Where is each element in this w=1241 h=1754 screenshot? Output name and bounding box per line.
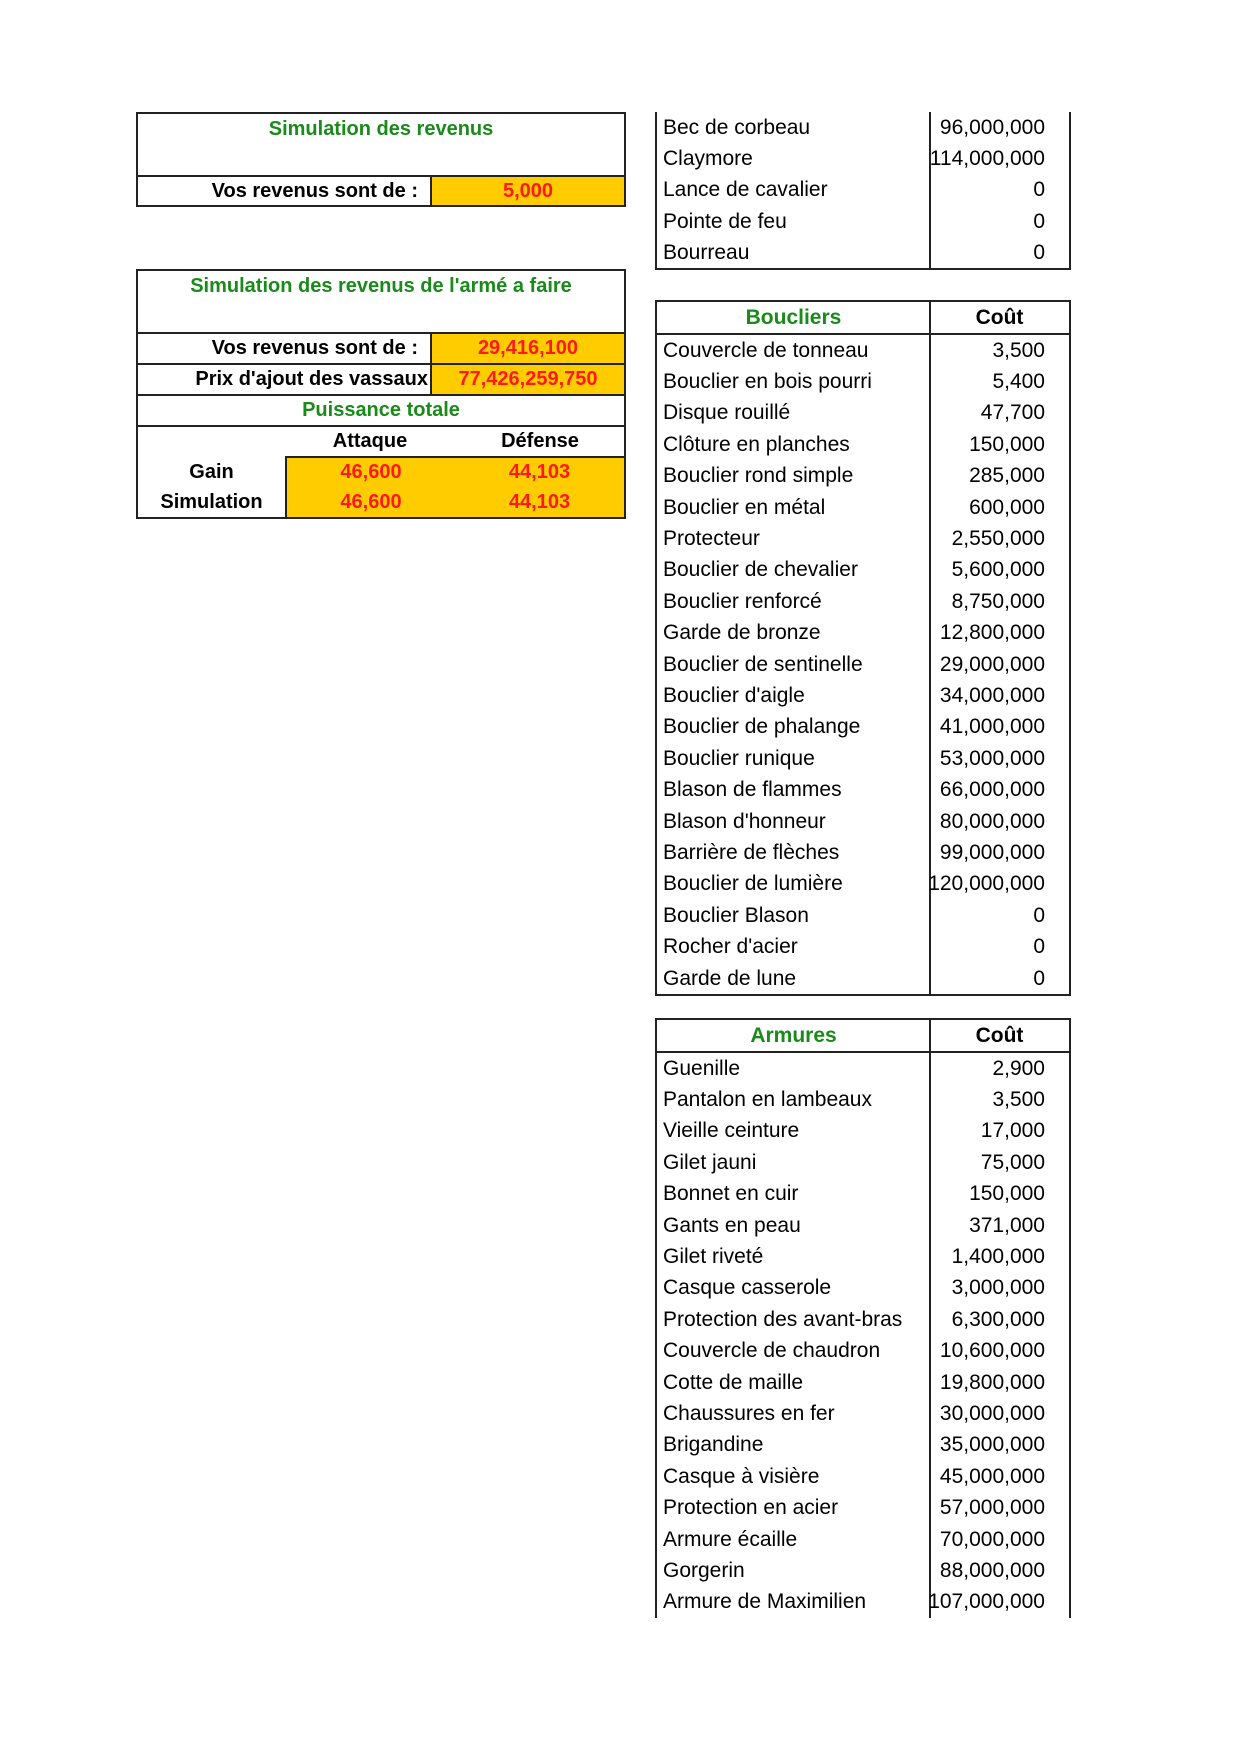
item-cost: 96,000,000 bbox=[939, 115, 1045, 139]
table-row bbox=[657, 586, 1069, 617]
table-row bbox=[657, 206, 1069, 237]
table-row bbox=[657, 1210, 1069, 1241]
cost-header: Coût bbox=[975, 1023, 1024, 1047]
item-cost: 107,000,000 bbox=[928, 1590, 1045, 1614]
item-cost: 0 bbox=[1033, 903, 1045, 927]
item-cost: 0 bbox=[1033, 241, 1045, 265]
boucliers-rows bbox=[657, 335, 1069, 994]
item-name: Bouclier en métal bbox=[663, 495, 826, 519]
table-row bbox=[657, 523, 1069, 554]
army-revenus-value-cell[interactable]: 29,416,100 bbox=[432, 334, 624, 363]
item-cost: 2,550,000 bbox=[951, 527, 1045, 551]
item-name: Barrière de flèches bbox=[663, 840, 840, 864]
defense-header: Défense bbox=[501, 430, 579, 452]
armures-title: Armures bbox=[750, 1023, 837, 1047]
item-name: Bouclier de sentinelle bbox=[663, 652, 863, 676]
armures-rows bbox=[657, 1053, 1069, 1618]
table-row bbox=[657, 649, 1069, 680]
item-cost: 66,000,000 bbox=[939, 778, 1045, 802]
item-name: Bec de corbeau bbox=[663, 115, 811, 139]
table-row bbox=[657, 743, 1069, 774]
item-name: Bouclier de lumière bbox=[663, 872, 843, 896]
table-row bbox=[657, 1367, 1069, 1398]
table-row bbox=[657, 143, 1069, 174]
revenus-simulation-title: Simulation des revenus bbox=[268, 117, 494, 140]
table-row bbox=[657, 1336, 1069, 1367]
table-row bbox=[657, 429, 1069, 460]
item-name: Pointe de feu bbox=[663, 209, 787, 233]
prix-vassaux-label: Prix d'ajout des vassaux bbox=[195, 368, 428, 390]
item-name: Rocher d'acier bbox=[663, 935, 798, 959]
item-cost: 5,600,000 bbox=[951, 558, 1045, 582]
armes-table-tail bbox=[655, 112, 1071, 270]
item-cost: 29,000,000 bbox=[939, 652, 1045, 676]
item-name: Bouclier d'aigle bbox=[663, 683, 805, 707]
item-name: Bouclier runique bbox=[663, 746, 815, 770]
item-name: Casque casserole bbox=[663, 1276, 832, 1300]
army-simulation-box bbox=[136, 269, 626, 519]
table-row bbox=[657, 112, 1069, 143]
item-name: Garde de lune bbox=[663, 966, 797, 990]
simulation-attaque-value[interactable]: 46,600 bbox=[340, 491, 402, 513]
item-cost: 600,000 bbox=[969, 495, 1045, 519]
item-name: Couvercle de chaudron bbox=[663, 1339, 881, 1363]
item-cost: 0 bbox=[1033, 935, 1045, 959]
table-row bbox=[657, 680, 1069, 711]
table-row bbox=[657, 774, 1069, 805]
gain-defense-value[interactable]: 44,103 bbox=[508, 461, 571, 483]
item-name: Bonnet en cuir bbox=[663, 1182, 799, 1206]
item-name: Claymore bbox=[663, 147, 753, 171]
item-cost: 1,400,000 bbox=[951, 1245, 1045, 1269]
table-row bbox=[657, 1555, 1069, 1586]
table-row bbox=[657, 900, 1069, 931]
item-name: Casque à visière bbox=[663, 1464, 820, 1488]
item-name: Chaussures en fer bbox=[663, 1401, 835, 1425]
army-simulation-title: Simulation des revenus de l'armé a faire bbox=[190, 274, 572, 297]
table-row bbox=[657, 555, 1069, 586]
item-name: Blason d'honneur bbox=[663, 809, 826, 833]
table-row bbox=[657, 1304, 1069, 1335]
item-name: Gorgerin bbox=[663, 1558, 745, 1582]
item-name: Bourreau bbox=[663, 241, 750, 265]
item-cost: 114,000,000 bbox=[929, 147, 1045, 171]
item-cost: 57,000,000 bbox=[939, 1496, 1045, 1520]
puissance-totale-title: Puissance totale bbox=[302, 399, 460, 421]
item-cost: 12,800,000 bbox=[939, 621, 1045, 645]
item-cost: 2,900 bbox=[992, 1056, 1045, 1080]
item-name: Couvercle de tonneau bbox=[663, 338, 869, 362]
item-cost: 10,600,000 bbox=[939, 1339, 1045, 1363]
table-row bbox=[657, 335, 1069, 366]
item-name: Armure écaille bbox=[663, 1527, 798, 1551]
item-cost: 3,500 bbox=[992, 1088, 1045, 1112]
army-revenus-label: Vos revenus sont de : bbox=[211, 337, 418, 359]
item-cost: 3,000,000 bbox=[951, 1276, 1045, 1300]
table-row bbox=[657, 712, 1069, 743]
item-cost: 45,000,000 bbox=[939, 1464, 1045, 1488]
item-name: Vieille ceinture bbox=[663, 1119, 800, 1143]
item-name: Blason de flammes bbox=[663, 778, 842, 802]
revenus-label: Vos revenus sont de : bbox=[211, 179, 418, 202]
table-row bbox=[657, 398, 1069, 429]
table-row bbox=[657, 1398, 1069, 1429]
item-cost: 41,000,000 bbox=[939, 715, 1045, 739]
item-name: Gilet jauni bbox=[663, 1150, 757, 1174]
table-row bbox=[657, 1587, 1069, 1618]
item-cost: 34,000,000 bbox=[939, 683, 1045, 707]
item-name: Protection en acier bbox=[663, 1496, 839, 1520]
table-row bbox=[657, 618, 1069, 649]
item-cost: 8,750,000 bbox=[951, 589, 1045, 613]
item-cost: 371,000 bbox=[969, 1213, 1045, 1237]
attaque-header: Attaque bbox=[332, 430, 408, 452]
table-row bbox=[657, 1053, 1069, 1084]
item-cost: 75,000 bbox=[980, 1150, 1045, 1174]
item-cost: 0 bbox=[1033, 209, 1045, 233]
item-name: Gilet riveté bbox=[663, 1245, 764, 1269]
item-cost: 0 bbox=[1033, 966, 1045, 990]
item-cost: 80,000,000 bbox=[939, 809, 1045, 833]
item-name: Protecteur bbox=[663, 527, 760, 551]
item-name: Cotte de maille bbox=[663, 1370, 804, 1394]
item-name: Bouclier renforcé bbox=[663, 589, 822, 613]
item-cost: 88,000,000 bbox=[939, 1558, 1045, 1582]
table-row bbox=[657, 963, 1069, 994]
gain-label: Gain bbox=[189, 461, 234, 483]
table-row bbox=[657, 1084, 1069, 1115]
gain-attaque-value[interactable]: 46,600 bbox=[340, 461, 402, 483]
item-name: Brigandine bbox=[663, 1433, 764, 1457]
item-cost: 6,300,000 bbox=[951, 1307, 1045, 1331]
item-name: Guenille bbox=[663, 1056, 741, 1080]
item-name: Bouclier Blason bbox=[663, 903, 809, 927]
item-name: Bouclier rond simple bbox=[663, 464, 854, 488]
armures-table bbox=[655, 1018, 1071, 1618]
item-name: Disque rouillé bbox=[663, 401, 791, 425]
table-row bbox=[657, 1147, 1069, 1178]
item-cost: 47,700 bbox=[980, 401, 1045, 425]
item-name: Bouclier de phalange bbox=[663, 715, 861, 739]
simulation-label: Simulation bbox=[160, 491, 263, 513]
revenus-simulation-box bbox=[136, 112, 626, 207]
item-cost: 19,800,000 bbox=[939, 1370, 1045, 1394]
simulation-defense-value[interactable]: 44,103 bbox=[508, 491, 571, 513]
item-cost: 3,500 bbox=[992, 338, 1045, 362]
table-row bbox=[657, 492, 1069, 523]
item-cost: 30,000,000 bbox=[939, 1401, 1045, 1425]
boucliers-table bbox=[655, 300, 1071, 996]
item-cost: 99,000,000 bbox=[939, 840, 1045, 864]
table-row bbox=[657, 1524, 1069, 1555]
item-cost: 70,000,000 bbox=[939, 1527, 1045, 1551]
table-row bbox=[657, 238, 1069, 269]
table-row bbox=[657, 1116, 1069, 1147]
table-header bbox=[657, 1020, 1069, 1053]
table-row bbox=[657, 461, 1069, 492]
item-name: Bouclier en bois pourri bbox=[663, 370, 872, 394]
item-name: Gants en peau bbox=[663, 1213, 801, 1237]
table-row bbox=[657, 1430, 1069, 1461]
item-cost: 5,400 bbox=[992, 370, 1045, 394]
table-header bbox=[657, 302, 1069, 335]
table-row bbox=[657, 1492, 1069, 1523]
table-row bbox=[657, 1179, 1069, 1210]
revenus-value-cell[interactable]: 5,000 bbox=[432, 177, 624, 205]
table-row bbox=[657, 837, 1069, 868]
table-row bbox=[657, 931, 1069, 962]
item-cost: 35,000,000 bbox=[939, 1433, 1045, 1457]
table-row bbox=[657, 869, 1069, 900]
item-name: Garde de bronze bbox=[663, 621, 821, 645]
item-name: Bouclier de chevalier bbox=[663, 558, 858, 582]
item-cost: 0 bbox=[1033, 178, 1045, 202]
item-name: Clôture en planches bbox=[663, 432, 850, 456]
cost-header: Coût bbox=[975, 305, 1024, 329]
item-name: Protection des avant-bras bbox=[663, 1307, 903, 1331]
table-row bbox=[657, 175, 1069, 206]
item-name: Lance de cavalier bbox=[663, 178, 828, 202]
item-name: Pantalon en lambeaux bbox=[663, 1088, 872, 1112]
table-row bbox=[657, 1461, 1069, 1492]
item-cost: 53,000,000 bbox=[939, 746, 1045, 770]
item-cost: 120,000,000 bbox=[928, 872, 1045, 896]
prix-vassaux-value-cell[interactable]: 77,426,259,750 bbox=[432, 365, 624, 394]
item-cost: 17,000 bbox=[980, 1119, 1045, 1143]
item-cost: 150,000 bbox=[969, 1182, 1045, 1206]
table-row bbox=[657, 1241, 1069, 1272]
table-row bbox=[657, 1273, 1069, 1304]
table-row bbox=[657, 806, 1069, 837]
item-cost: 150,000 bbox=[969, 432, 1045, 456]
boucliers-title: Boucliers bbox=[745, 305, 842, 329]
item-cost: 285,000 bbox=[969, 464, 1045, 488]
table-row bbox=[657, 366, 1069, 397]
item-name: Armure de Maximilien bbox=[663, 1590, 867, 1614]
